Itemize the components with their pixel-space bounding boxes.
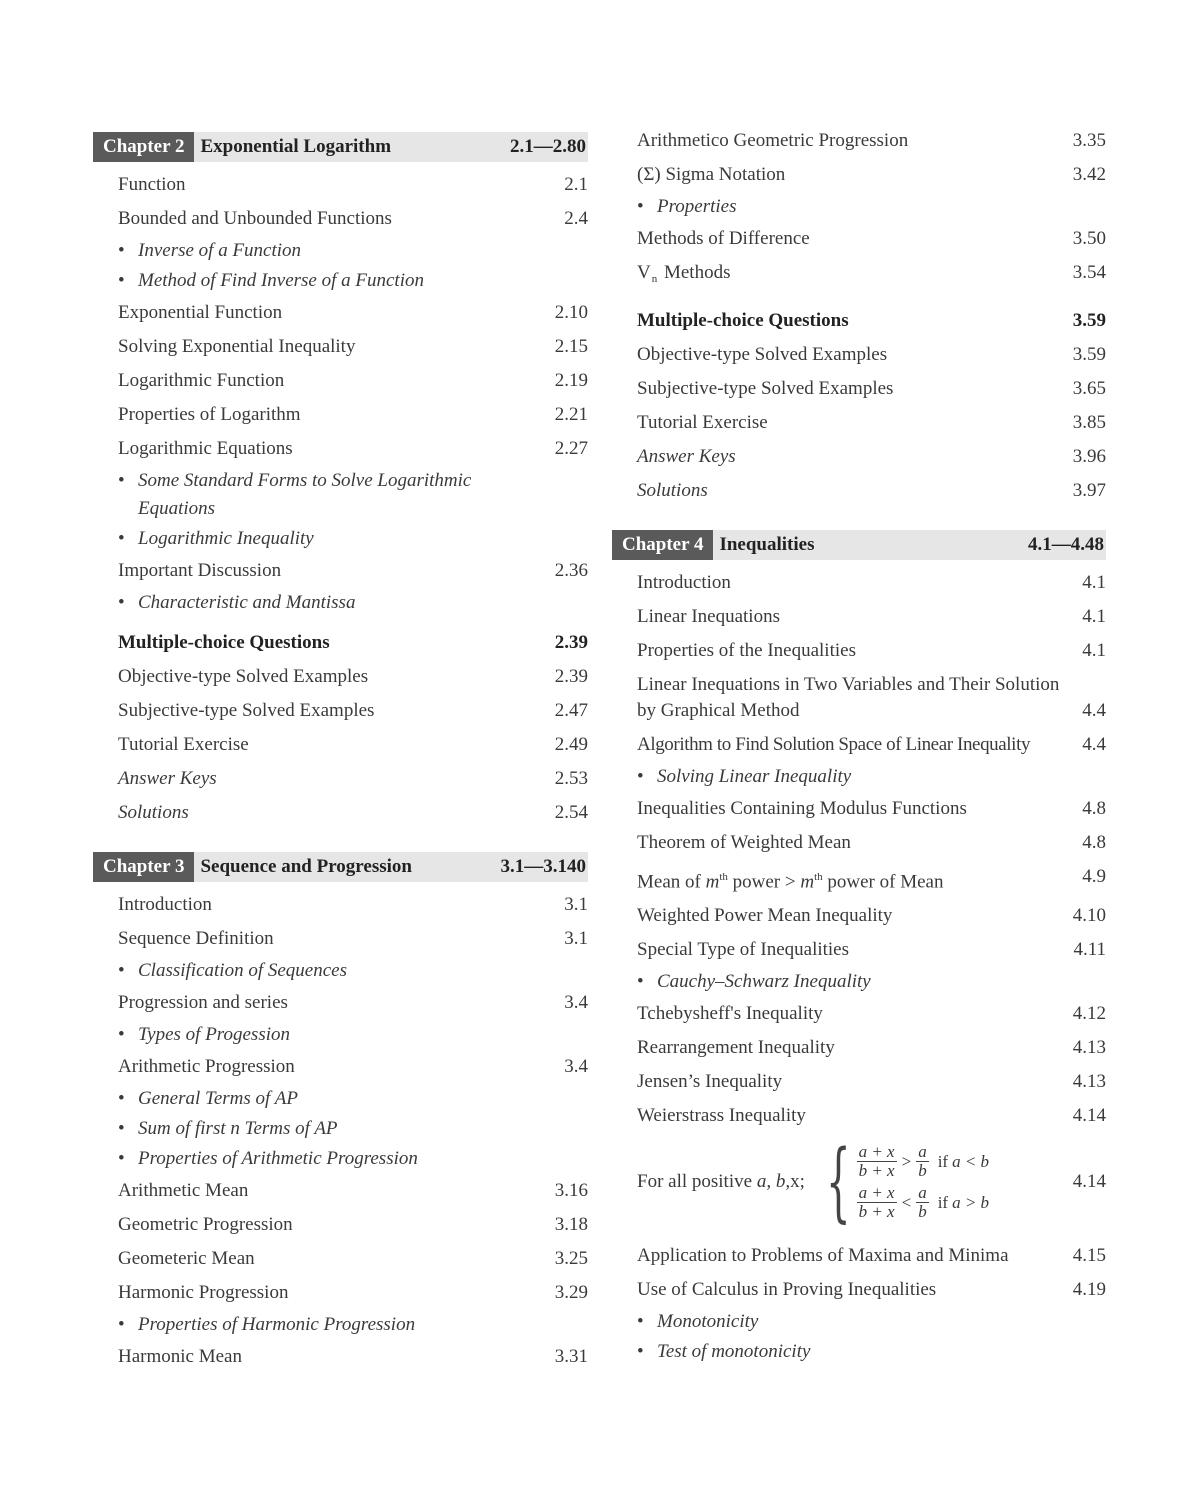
- toc-entry: Objective-type Solved Examples 3.59: [637, 344, 1106, 365]
- chapter-2-entries: [93, 168, 588, 830]
- toc-entry: Progression and series 3.4: [118, 992, 588, 1013]
- toc-subitem: • Method of Find Inverse of a Function: [118, 266, 588, 296]
- chapter-title: Inequalities: [719, 534, 815, 555]
- chapter-label: Chapter 2: [93, 132, 194, 162]
- toc-subitem: • Characteristic and Mantissa: [118, 588, 588, 618]
- toc-entry: Subjective-type Solved Examples 2.47: [118, 700, 588, 721]
- toc-entry: Theorem of Weighted Mean 4.8: [637, 832, 1106, 853]
- toc-entry: Harmonic Mean 3.31: [118, 1346, 588, 1367]
- toc-entry: Answer Keys 3.96: [637, 446, 1106, 467]
- toc-entry: Geometric Progression 3.18: [118, 1214, 588, 1235]
- toc-entry: Tchebysheff's Inequality 4.12: [637, 1003, 1106, 1025]
- toc-subitem: • Some Standard Forms to Solve Logarithmic Equations: [118, 466, 588, 524]
- toc-entry: Sequence Definition 3.1: [118, 928, 588, 949]
- left-brace: {: [825, 1132, 851, 1233]
- toc-entry: Logarithmic Function 2.19: [118, 370, 588, 391]
- toc-entry: Use of Calculus in Proving Inequalities 4.19: [637, 1279, 1106, 1301]
- toc-entry: Algorithm to Find Solution Space of Linear Inequality 4.4: [637, 734, 1106, 755]
- toc-entry: Properties of Logarithm 2.21: [118, 404, 588, 425]
- toc-entry: Tutorial Exercise 2.49: [118, 734, 588, 755]
- toc-subitem: • Classification of Sequences: [118, 956, 588, 986]
- formula: For all positive a, b, x; { $\frac{a + x}{b + x}$ > $\frac{a}{b}$ if a < b $\frac{a + x}{b + x}$ < $\frac{a}{b}$ if a > b: [637, 1132, 990, 1233]
- formula-case-2: $\frac{a + x}{b + x}$ < $\frac{a}{b}$ if a > b: [858, 1183, 990, 1222]
- toc-subitem: • Properties of Harmonic Progression: [118, 1310, 588, 1340]
- toc-subitem: • Properties of Arithmetic Progression: [118, 1144, 588, 1174]
- left-column: [93, 122, 588, 1374]
- toc-subitem: • Test of monotonicity: [637, 1337, 1106, 1367]
- toc-entry-formula: [637, 1133, 1106, 1239]
- chapter-3-entries-continued: [612, 124, 1106, 508]
- toc-entry: Rearrangement Inequality 4.13: [637, 1037, 1106, 1059]
- toc-entry: Special Type of Inequalities 4.11: [637, 939, 1106, 961]
- toc-entry: Arithmetico Geometric Progression 3.35: [637, 130, 1106, 151]
- toc-entry: (Σ) Sigma Notation 3.42: [637, 164, 1106, 185]
- toc-subitem: • Solving Linear Inequality: [637, 762, 1106, 792]
- toc-entry: Solutions 2.54: [118, 802, 588, 823]
- toc-entry: Linear Inequations in Two Variables and Their Solution by Graphical Method 4.4: [637, 674, 1106, 721]
- toc-entry: Logarithmic Equations 2.27: [118, 438, 588, 459]
- toc-entry: Answer Keys 2.53: [118, 768, 588, 789]
- toc-subitem: • General Terms of AP: [118, 1084, 588, 1114]
- toc-entry: Introduction 3.1: [118, 894, 588, 915]
- chapter-page-range: 4.1—4.48: [1028, 534, 1104, 555]
- toc-entry: Tutorial Exercise 3.85: [637, 412, 1106, 433]
- toc-entry-mcq: Multiple-choice Questions 2.39: [118, 632, 588, 653]
- toc-entry: Weighted Power Mean Inequality 4.10: [637, 905, 1106, 927]
- toc-entry: Introduction 4.1: [637, 572, 1106, 593]
- toc-entry: Subjective-type Solved Examples 3.65: [637, 378, 1106, 399]
- toc-entry: Properties of the Inequalities 4.1: [637, 640, 1106, 661]
- chapter-title: Exponential Logarithm: [200, 136, 392, 157]
- toc-subitem: • Monotonicity: [637, 1307, 1106, 1337]
- toc-entry: Arithmetic Progression 3.4: [118, 1056, 588, 1077]
- toc-entry: Function 2.1: [118, 174, 588, 195]
- toc-entry: Arithmetic Mean 3.16: [118, 1180, 588, 1201]
- chapter-label: Chapter 3: [93, 852, 194, 882]
- formula-cases: [854, 1143, 990, 1221]
- toc-entry: Solutions 3.97: [637, 480, 1106, 501]
- chapter-page-range: 2.1—2.80: [510, 136, 586, 157]
- toc-entry: Exponential Function 2.10: [118, 302, 588, 323]
- toc-entry: Weierstrass Inequality 4.14: [637, 1105, 1106, 1127]
- chapter-3-entries: [93, 888, 588, 1374]
- toc-entry: Harmonic Progression 3.29: [118, 1282, 588, 1303]
- toc-entry: Objective-type Solved Examples 2.39: [118, 666, 588, 687]
- toc-entry: $V_n$ Methods 3.54: [637, 262, 1106, 285]
- formula-case-1: $\frac{a + x}{b + x}$ > $\frac{a}{b}$ if a < b: [858, 1142, 990, 1181]
- chapter-title: Sequence and Progression: [200, 856, 412, 877]
- toc-entry: Application to Problems of Maxima and Minima 4.15: [637, 1245, 1106, 1267]
- toc-entry: Mean of $m^{th}$ power > $m^{th}$ power of Mean 4.9: [637, 866, 1106, 893]
- page-number: 4.14: [1072, 1171, 1106, 1193]
- toc-entry: Geometeric Mean 3.25: [118, 1248, 588, 1269]
- chapter-page-range: 3.1—3.140: [500, 856, 586, 877]
- toc-entry: Inequalities Containing Modulus Functions 4.8: [637, 798, 1106, 819]
- toc-entry: Solving Exponential Inequality 2.15: [118, 336, 588, 357]
- toc-subitem: • Logarithmic Inequality: [118, 524, 588, 554]
- toc-entry: Methods of Difference 3.50: [637, 228, 1106, 249]
- toc-entry: Jensen’s Inequality 4.13: [637, 1071, 1106, 1093]
- toc-entry: Important Discussion 2.36: [118, 560, 588, 581]
- chapter-4-header: [612, 530, 1106, 560]
- toc-subitem: • Types of Progession: [118, 1020, 588, 1050]
- toc-subitem: • Cauchy–Schwarz Inequality: [637, 967, 1106, 997]
- chapter-4-entries: [612, 566, 1106, 1367]
- toc-entry-mcq: Multiple-choice Questions 3.59: [637, 310, 1106, 331]
- toc-entry: Linear Inequations 4.1: [637, 606, 1106, 627]
- toc-subitem: • Inverse of a Function: [118, 236, 588, 266]
- right-column: [612, 124, 1106, 1367]
- toc-entry: Bounded and Unbounded Functions 2.4: [118, 208, 588, 229]
- chapter-2-header: [93, 132, 588, 162]
- chapter-3-header: [93, 852, 588, 882]
- toc-subitem: • Properties: [637, 192, 1106, 222]
- chapter-label: Chapter 4: [612, 530, 713, 560]
- toc-subitem: • Sum of first n Terms of AP: [118, 1114, 588, 1144]
